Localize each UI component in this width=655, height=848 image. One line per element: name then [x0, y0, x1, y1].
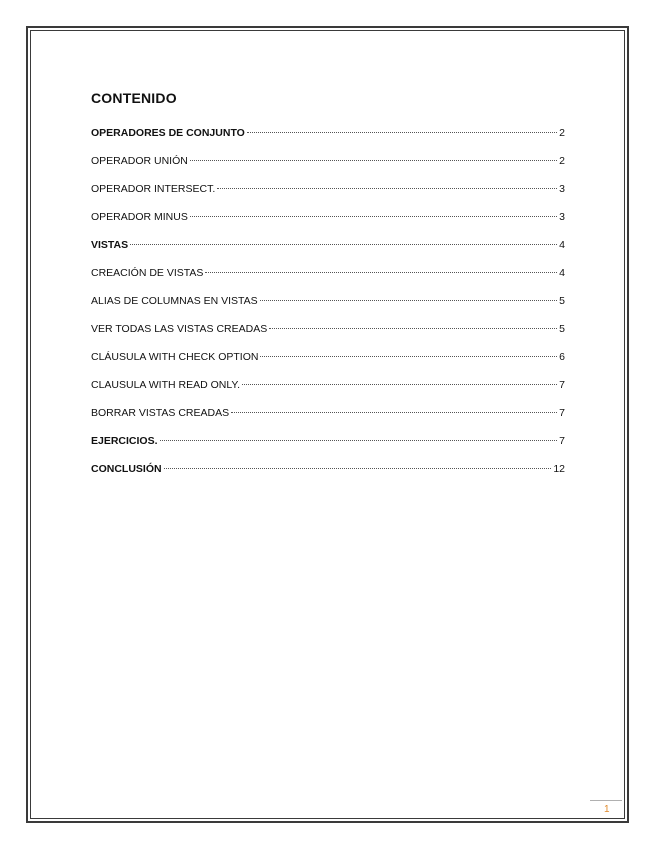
toc-entry-page: 6: [559, 351, 565, 363]
toc-entry[interactable]: [91, 266, 565, 294]
toc-entry[interactable]: [91, 238, 565, 266]
toc-dot-leader: [130, 244, 557, 245]
toc-entry[interactable]: [91, 350, 565, 378]
toc-dot-leader: [247, 132, 557, 133]
toc-entry-page: 2: [559, 155, 565, 167]
toc-entry-page: 3: [559, 211, 565, 223]
toc-entry-label: OPERADOR INTERSECT.: [91, 183, 216, 195]
toc-dot-leader: [160, 440, 558, 441]
toc-entry-page: 5: [559, 295, 565, 307]
toc-entry[interactable]: [91, 182, 565, 210]
footer-rule: [590, 800, 622, 801]
toc-entry[interactable]: [91, 126, 565, 154]
toc-entry[interactable]: [91, 462, 565, 490]
toc-entry[interactable]: [91, 322, 565, 350]
toc-entry[interactable]: [91, 378, 565, 406]
toc-dot-leader: [190, 160, 557, 161]
toc-entry-page: 5: [559, 323, 565, 335]
toc-entry-label: OPERADOR UNIÓN: [91, 155, 188, 167]
toc-entry-label: CLAUSULA WITH READ ONLY.: [91, 379, 240, 391]
toc-entry-page: 7: [559, 407, 565, 419]
toc-dot-leader: [205, 272, 557, 273]
toc-entry-label: BORRAR VISTAS CREADAS: [91, 407, 230, 419]
toc-entry-label: EJERCICIOS.: [91, 435, 158, 447]
toc-entry-page: 3: [559, 183, 565, 195]
toc-entry-label: CLÁUSULA WITH CHECK OPTION: [91, 351, 259, 363]
toc-dot-leader: [164, 468, 552, 469]
toc-dot-leader: [269, 328, 557, 329]
toc-entry-page: 4: [559, 239, 565, 251]
toc-entry[interactable]: [91, 210, 565, 238]
toc-entry-label: VER TODAS LAS VISTAS CREADAS: [91, 323, 268, 335]
toc-list: [91, 126, 565, 490]
toc-entry-page: 12: [553, 463, 565, 475]
toc-entry[interactable]: [91, 406, 565, 434]
toc-entry-page: 7: [559, 379, 565, 391]
toc-entry-label: OPERADOR MINUS: [91, 211, 188, 223]
toc-dot-leader: [260, 356, 557, 357]
toc-dot-leader: [190, 216, 557, 217]
toc-dot-leader: [231, 412, 557, 413]
toc-entry-label: OPERADORES DE CONJUNTO: [91, 127, 245, 139]
toc-entry-label: CONCLUSIÓN: [91, 463, 162, 475]
toc-dot-leader: [217, 188, 557, 189]
toc-entry-page: 7: [559, 435, 565, 447]
toc-entry[interactable]: [91, 294, 565, 322]
toc-entry-label: CREACIÓN DE VISTAS: [91, 267, 204, 279]
toc-entry-label: VISTAS: [91, 239, 129, 251]
toc-entry-page: 4: [559, 267, 565, 279]
toc-entry[interactable]: [91, 154, 565, 182]
toc-title: CONTENIDO: [91, 90, 177, 106]
toc-dot-leader: [242, 384, 557, 385]
page-number: 1: [604, 804, 610, 815]
toc-entry[interactable]: [91, 434, 565, 462]
toc-dot-leader: [260, 300, 557, 301]
toc-entry-page: 2: [559, 127, 565, 139]
toc-entry-label: ALIAS DE COLUMNAS EN VISTAS: [91, 295, 258, 307]
